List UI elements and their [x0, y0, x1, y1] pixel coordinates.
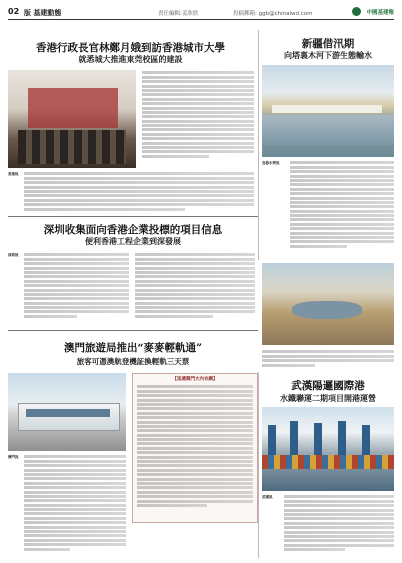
column-divider: [258, 372, 259, 558]
xinjiang-byline: 烏魯木齊訊: [262, 161, 280, 165]
section-name: 版 基建動態: [24, 9, 62, 17]
wuhan-byline: 武漢訊: [262, 495, 273, 499]
hk-article-subtitle: 就悉城大推進東莞校區的建設: [78, 54, 183, 64]
wuhan-body: [284, 494, 394, 558]
page-header: [8, 5, 394, 20]
logo-emblem-icon: [352, 7, 361, 16]
xinjiang-article-subtitle: 向塔裏木河下游生態輸水: [284, 50, 372, 60]
xinjiang-article-title: 新疆借汛期: [301, 38, 355, 50]
wuhan-port-photo: [262, 407, 394, 491]
column-divider: [258, 30, 259, 260]
shenzhen-byline: 深圳訊: [8, 253, 19, 257]
shenzhen-article-title: 深圳收集面向香港企業投標的項目信息: [43, 224, 223, 236]
xinjiang-body: [290, 160, 394, 260]
section-rule: [8, 330, 258, 331]
macau-article-title: 澳門旅遊局推出“麥麥輕軌通”: [63, 342, 203, 354]
xinjiang-river-photo: [262, 65, 394, 157]
shenzhen-body-right: [135, 252, 255, 327]
shenzhen-article-subtitle: 便利香港工程企業到深發展: [85, 236, 181, 246]
shenzhen-body-left: [24, 252, 129, 327]
wuhan-article-subtitle: 水鐵聯運二期項目開港運營: [280, 393, 376, 403]
xinjiang-body-lower: [262, 349, 394, 371]
page-number: 02: [8, 7, 20, 16]
macau-box-title: 【延遞閱門大內衣網】: [172, 377, 218, 382]
section-rule: [8, 216, 258, 217]
submission-email: 投稿郵箱: ggb@chinaiwd.com: [233, 11, 313, 17]
hk-body-bottom: [24, 171, 254, 213]
xinjiang-desert-photo: [262, 263, 394, 345]
macau-body: [24, 454, 126, 558]
macau-article-subtitle: 旅客可憑澳航登機証換輕軌三天票: [76, 357, 190, 366]
macau-box: [132, 373, 258, 523]
hk-byline: 香港訊: [8, 172, 19, 176]
logo-text: 中國基建報: [366, 10, 394, 16]
macau-lightrail-photo: [8, 373, 126, 451]
newspaper-logo: [352, 6, 394, 17]
wuhan-article-title: 武漢陽邏國際港: [291, 380, 365, 392]
hk-body-right: [142, 70, 254, 168]
hk-photo: [8, 70, 136, 168]
editor-credit: 責任編輯:姜欣欣: [158, 11, 199, 17]
macau-byline: 澳門訊: [8, 455, 19, 459]
hk-article-title: 香港行政長官林鄭月娥到訪香港城市大學: [36, 42, 225, 54]
